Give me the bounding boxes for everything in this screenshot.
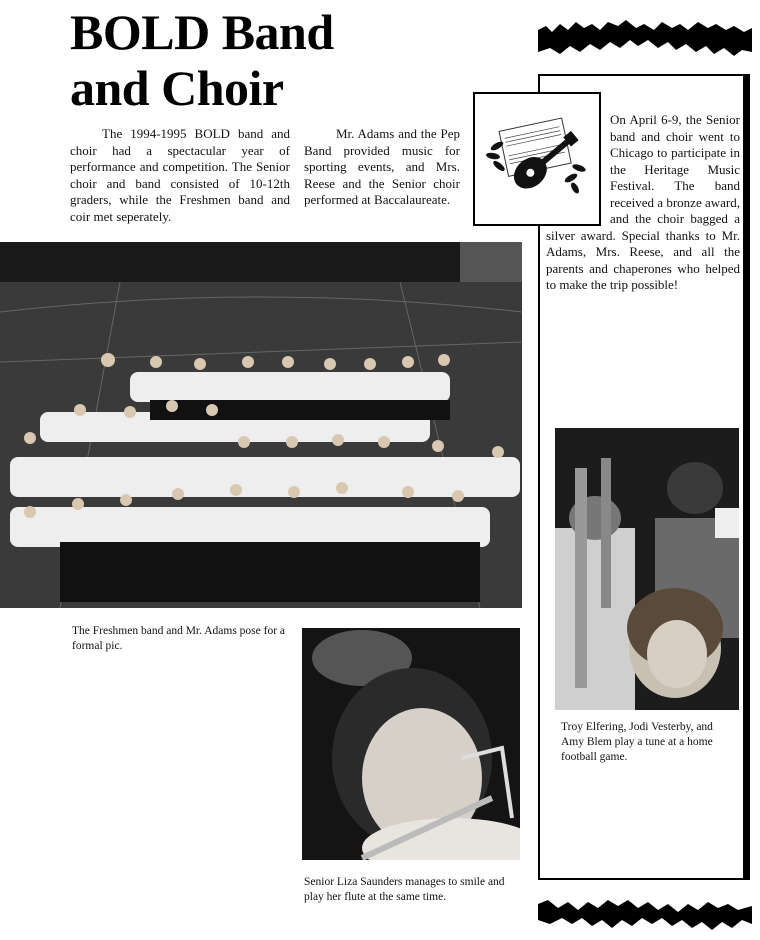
sidebar-article — [546, 112, 740, 294]
trombone-photo-caption: Troy Elfering, Jodi Vesterby, and Amy Blem play a tune at a home football game. — [561, 721, 713, 763]
article-column-1: The 1994-1995 BOLD band and choir had a spectacular year of performance and competition. The Senior choir and band consisted of 10-12th graders, while the Freshmen band and coir met seperately. — [70, 126, 290, 224]
flute-player-photo — [302, 628, 520, 860]
text-wrap-spacer — [546, 112, 610, 224]
torn-paper-top-decoration — [538, 16, 752, 60]
article-column-2: Mr. Adams and the Pep Band provided music for sporting events, and Mrs. Reese and the Senior choir performed at Baccalaureate. — [304, 126, 460, 207]
torn-paper-bottom-decoration — [538, 894, 752, 936]
page-title — [70, 4, 400, 116]
page-title-line-2: and Choir — [70, 60, 284, 116]
band-group-photo — [0, 242, 522, 608]
page-title-line-1: BOLD Band — [70, 4, 334, 60]
sidebar-article-text: On April 6-9, the Senior band and choir went to Chicago to participate in the Heritage Music Festival. The band received a bronze award, and the choir bagged a silver award. Special thanks to Mr. Adams, Mrs. Reese, and all the parents and chaperones who helped to make the trip possible! — [546, 112, 740, 292]
flute-photo-caption: Senior Liza Saunders manages to smile and play her flute at the same time. — [304, 876, 505, 903]
group-photo-caption: The Freshmen band and Mr. Adams pose for a formal pic. — [72, 625, 286, 652]
trombone-players-photo — [555, 428, 739, 710]
